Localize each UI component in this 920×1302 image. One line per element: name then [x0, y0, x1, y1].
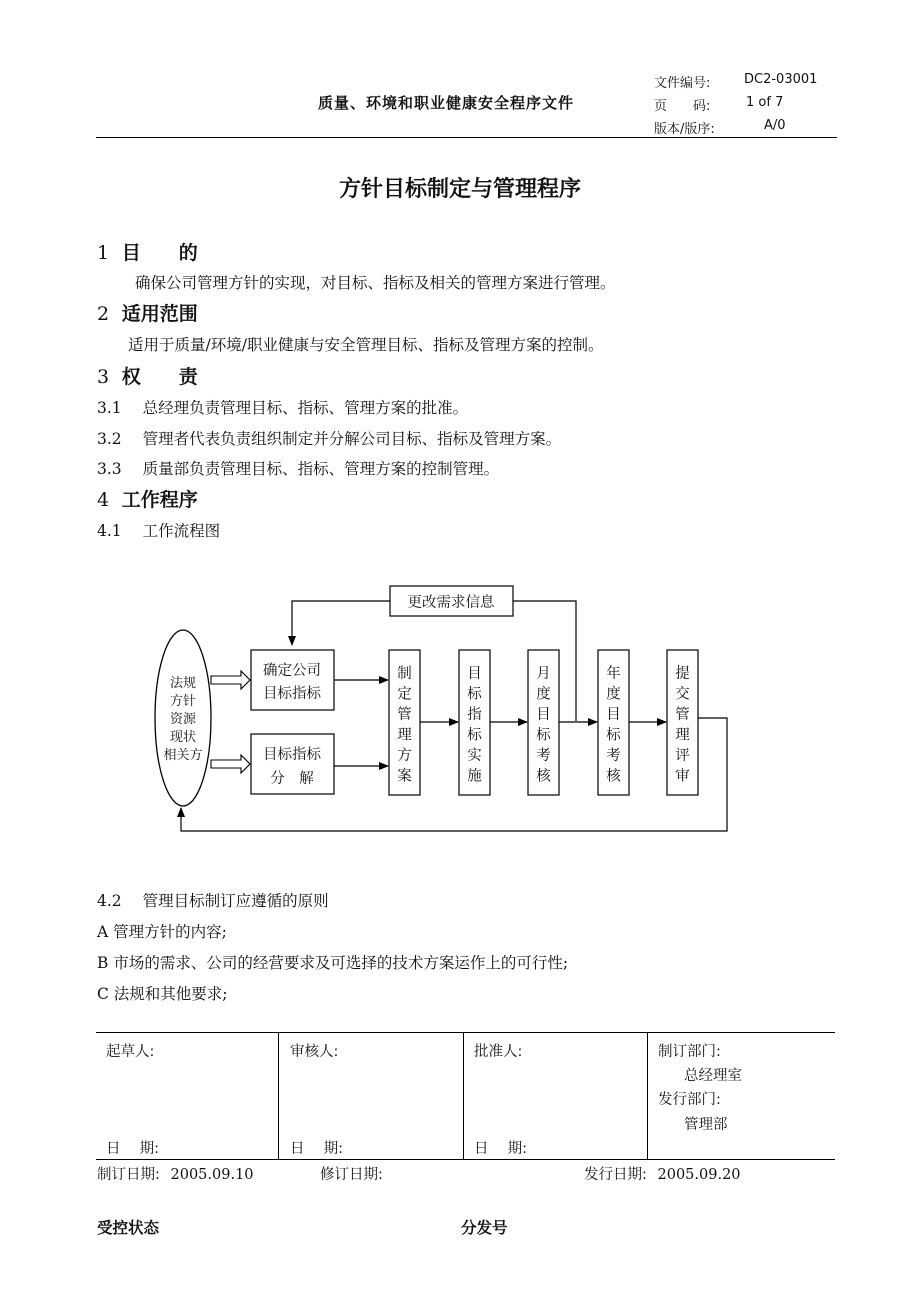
step-plan-char: 方	[397, 748, 412, 764]
subsection-4-1	[97, 519, 220, 541]
table-divider	[647, 1033, 648, 1159]
input-label: 法规	[169, 676, 197, 691]
responsibility-item	[97, 457, 499, 479]
step-review-char: 提	[675, 666, 690, 682]
section-4-number: 4	[97, 489, 110, 511]
step-monthly-char: 标	[536, 727, 551, 744]
item-text: 质量部负责管理目标、指标、管理方案的控制管理。	[142, 460, 500, 478]
document-title: 方针目标制定与管理程序	[338, 177, 581, 202]
issue-date-label: 制订日期:	[97, 1167, 160, 1183]
hollow-arrow	[211, 671, 250, 689]
issue-date	[97, 1163, 254, 1184]
step-implement-char: 目	[467, 666, 482, 682]
section-3-number: 3	[97, 366, 110, 388]
step-review-char: 评	[675, 748, 690, 764]
issue-date-value: 2005.09.10	[170, 1167, 254, 1183]
step-monthly-char: 考	[536, 748, 551, 764]
approver-label: 批准人:	[474, 1044, 523, 1060]
step-plan-char: 定	[397, 686, 412, 703]
step-implement-char: 实	[467, 748, 482, 764]
reviewer-date-label: 日 期:	[290, 1141, 343, 1157]
item-number: 3.3	[97, 460, 122, 478]
item-number: 3.1	[97, 399, 122, 417]
step-annual-char: 核	[606, 768, 621, 785]
release-dept-label: 发行部门:	[658, 1092, 721, 1108]
step-review-char: 审	[675, 768, 690, 785]
page-value: 1 of 7	[746, 95, 784, 110]
drafter-date-label: 日 期:	[106, 1141, 159, 1157]
step-review-char: 交	[675, 686, 690, 703]
step-monthly-char: 核	[536, 768, 551, 785]
step-annual-char: 度	[606, 686, 621, 703]
subsection-4-2	[97, 889, 329, 911]
input-label: 资源	[169, 712, 197, 727]
section-1-text: 确保公司管理方针的实现，对目标、指标及相关的管理方案进行管理。	[135, 274, 616, 292]
section-3-heading	[97, 362, 198, 389]
item-text: 总经理负责管理目标、指标、管理方案的批准。	[142, 399, 469, 417]
step-plan-char: 理	[397, 727, 412, 744]
item-number: 4.2	[97, 892, 122, 910]
section-2-title: 适用范围	[121, 303, 198, 325]
box-confirm-line: 确定公司	[263, 663, 321, 679]
input-label: 方针	[169, 694, 197, 709]
doc-number-label: 文件编号:	[654, 76, 711, 91]
box-decompose-line: 目标指标	[263, 747, 321, 763]
step-implement-char: 指	[467, 707, 482, 723]
control-status-label: 受控状态	[97, 1219, 160, 1237]
section-1-heading	[97, 238, 198, 265]
principle-item: B 市场的需求、公司的经营要求及可选择的技术方案运作上的可行性;	[97, 954, 569, 972]
principle-item: C 法规和其他要求;	[97, 985, 228, 1003]
revise-date-label: 修订日期:	[320, 1167, 383, 1183]
step-review-char: 理	[675, 727, 690, 744]
step-monthly-char: 目	[536, 707, 551, 723]
workflow-diagram	[150, 575, 740, 840]
item-text: 管理目标制订应遵循的原则	[142, 892, 329, 910]
feedback-arrow	[292, 601, 390, 645]
header-divider	[96, 137, 837, 138]
section-4-heading	[97, 485, 198, 512]
step-implement-char: 标	[467, 727, 482, 744]
section-2-text: 适用于质量/环境/职业健康与安全管理目标、指标及管理方案的控制。	[128, 336, 604, 354]
issuing-dept-label: 制订部门:	[658, 1044, 721, 1060]
page-label: 页 码:	[654, 99, 711, 114]
feedback-label: 更改需求信息	[407, 595, 495, 611]
table-divider	[463, 1033, 464, 1159]
box-decompose-line: 分 解	[270, 771, 314, 787]
release-date-label: 发行日期:	[584, 1167, 647, 1183]
release-date	[584, 1163, 741, 1184]
version-value: A/0	[764, 118, 786, 133]
section-2-heading	[97, 299, 198, 326]
issuing-dept-value: 总经理室	[684, 1068, 742, 1084]
input-label: 相关方	[163, 748, 203, 763]
section-2-number: 2	[97, 303, 110, 325]
step-plan-char: 案	[397, 768, 412, 785]
step-review-char: 管	[675, 707, 690, 723]
step-annual-char: 考	[606, 748, 621, 764]
section-3-title: 权 责	[121, 366, 198, 388]
step-monthly-char: 度	[536, 686, 551, 703]
step-plan-char: 制	[397, 666, 412, 682]
item-number: 3.2	[97, 430, 122, 448]
section-1-title: 目 的	[121, 242, 198, 264]
step-implement-char: 施	[467, 768, 482, 785]
signature-table	[96, 1032, 835, 1160]
drafter-label: 起草人:	[106, 1044, 155, 1060]
item-text: 工作流程图	[142, 522, 221, 540]
step-monthly-char: 月	[536, 666, 551, 682]
item-text: 管理者代表负责组织制定并分解公司目标、指标及管理方案。	[142, 430, 562, 448]
item-number: 4.1	[97, 522, 122, 540]
step-annual-char: 标	[606, 727, 621, 744]
step-plan-char: 管	[397, 707, 412, 723]
table-divider	[278, 1033, 279, 1159]
principle-item: A 管理方针的内容;	[97, 923, 227, 941]
version-label: 版本/版序:	[654, 122, 715, 137]
doc-number-value: DC2-03001	[744, 72, 818, 87]
header-title: 质量、环境和职业健康安全程序文件	[318, 94, 575, 112]
box-confirm-line: 目标指标	[263, 686, 321, 702]
release-dept-value: 管理部	[684, 1117, 728, 1133]
responsibility-item	[97, 427, 561, 449]
hollow-arrow	[211, 755, 250, 773]
responsibility-item	[97, 396, 468, 418]
section-1-number: 1	[97, 242, 110, 264]
distribution-number-label: 分发号	[461, 1219, 508, 1237]
section-4-title: 工作程序	[121, 489, 198, 511]
release-date-value: 2005.09.20	[657, 1167, 741, 1183]
step-implement-char: 标	[467, 686, 482, 703]
input-label: 现状	[169, 730, 197, 745]
step-annual-char: 年	[606, 666, 621, 682]
step-annual-char: 目	[606, 707, 621, 723]
approver-date-label: 日 期:	[474, 1141, 527, 1157]
reviewer-label: 审核人:	[290, 1044, 339, 1060]
